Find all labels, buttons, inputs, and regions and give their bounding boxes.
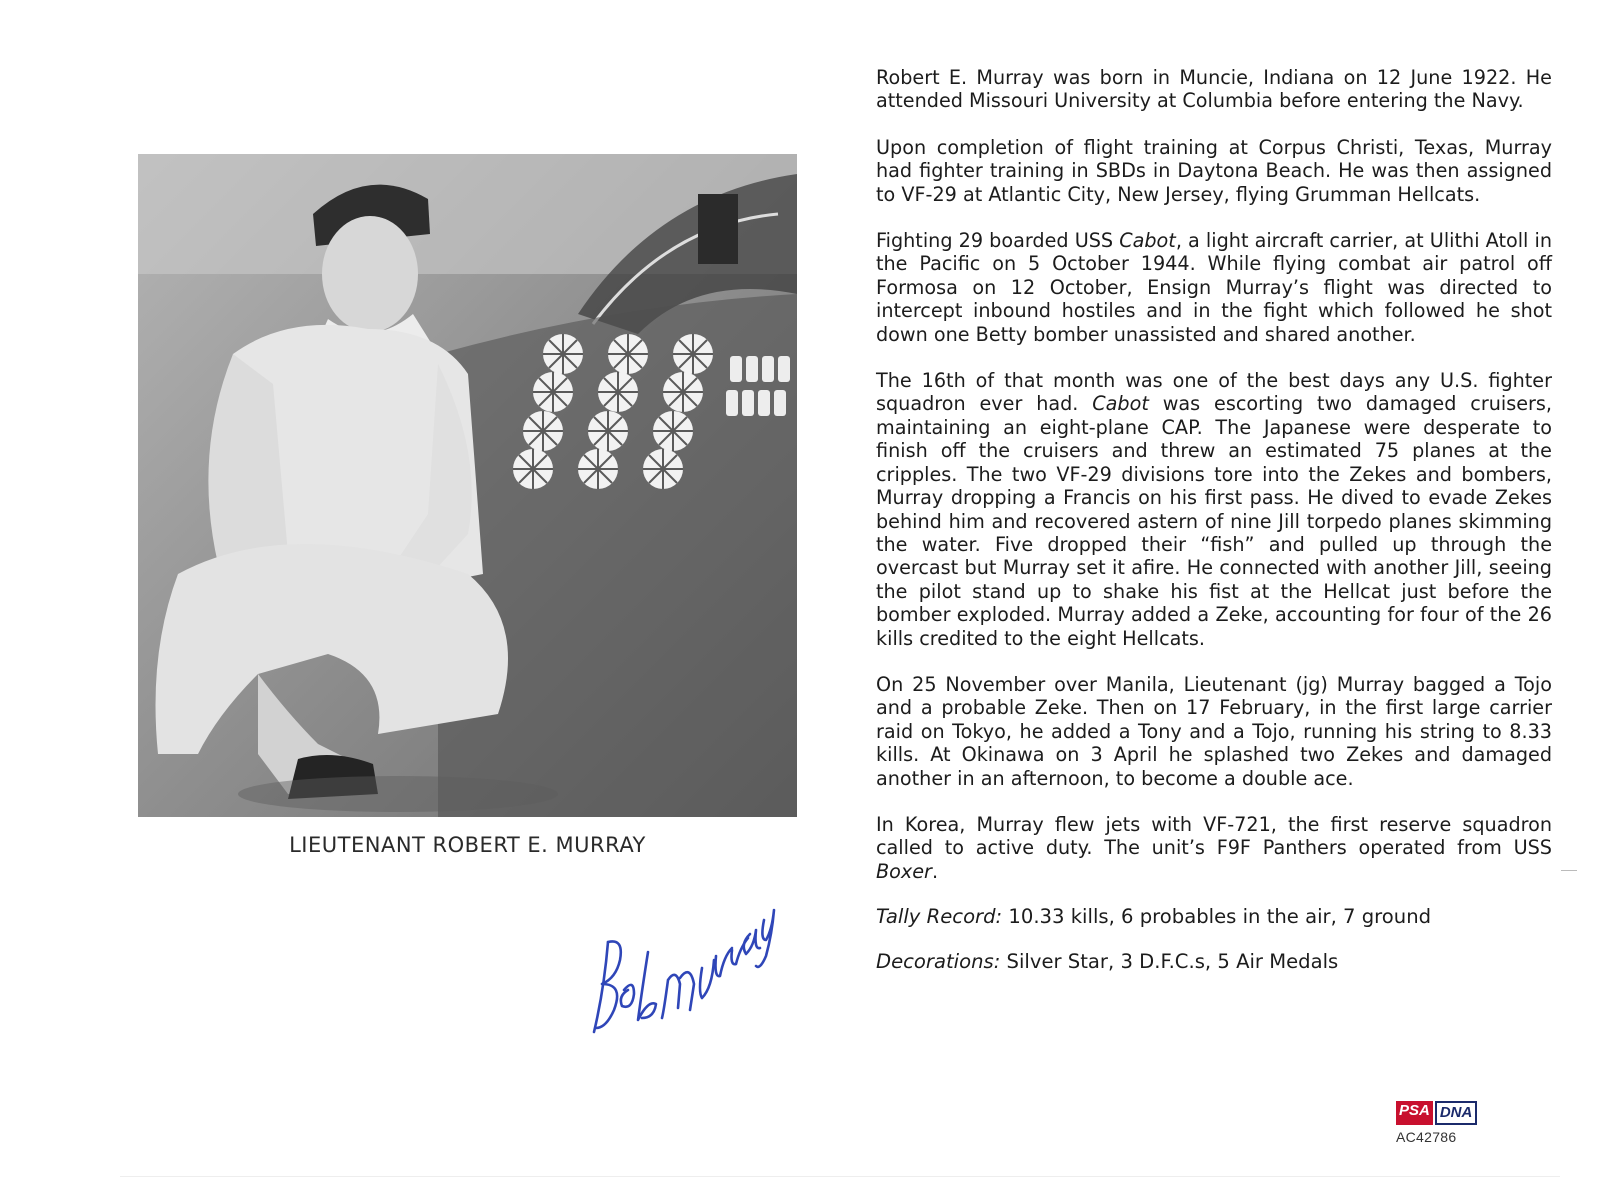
bio-paragraph-5-text: On 25 November over Manila, Lieutenant (jg) Murray bagged a Tojo and a probable Zeke. Then on 17 February, in the first large carrier raid on Tokyo, he added a Tony and a Tojo, running his string to 8.33 kills. At Okinawa on 3 April he splashed two Zekes and damaged another in an afternoon, to become a double ace. xyxy=(876,672,1552,790)
ship-name-cabot: Cabot xyxy=(1119,229,1176,253)
bio-paragraph-4 xyxy=(876,369,1552,650)
bio-paragraph-6-text-a: In Korea, Murray flew jets with VF-721, the first reserve squadron called to active duty. The unit’s F9F Panthers operated from USS xyxy=(876,812,1552,860)
bio-paragraph-3-text-a: Fighting 29 boarded USS xyxy=(876,229,1120,253)
page-edge-line xyxy=(120,1176,1560,1177)
bio-paragraph-1-text: Robert E. Murray was born in Muncie, Indiana on 12 June 1922. He attended Missouri University at Columbia before entering the Navy. xyxy=(876,66,1552,113)
psa-dna-logo xyxy=(1396,1101,1506,1125)
tally-record-value: 10.33 kills, 6 probables in the air, 7 ground xyxy=(1002,905,1432,929)
tally-record-label: Tally Record: xyxy=(876,905,1003,929)
decorations-label: Decorations: xyxy=(876,949,1001,973)
bio-paragraph-1 xyxy=(876,66,1552,113)
dna-logo: DNA xyxy=(1435,1101,1478,1125)
biography-text xyxy=(876,66,1552,994)
bio-paragraph-4-text-b: was escorting two damaged cruisers, maintaining an eight-plane CAP. The Japanese were desperate to finish off the cruisers and threw an estimated 75 planes at the cripples. The two VF-29 divisions tore into the Zekes and bombers, Murray dropping a Francis on his first pass. He dived to evade Zekes behind him and recovered astern of nine Jill torpedo planes skimming the water. Five dropped their “fish” and pulled up through the overcast but Murray set it afire. He connected with another Jill, seeing the pilot stand up to shake his fist at the Hellcat just before the bomber exploded. Murray added a Zeke, accounting for four of the 26 kills credited to the eight Hellcats. xyxy=(876,392,1552,650)
bio-paragraph-6-text-b: . xyxy=(931,859,939,883)
authentication-sticker xyxy=(1396,1101,1506,1161)
ship-name-boxer: Boxer xyxy=(876,859,932,883)
decorations-value: Silver Star, 3 D.F.C.s, 5 Air Medals xyxy=(1000,949,1339,973)
decorations xyxy=(876,950,1552,973)
bio-paragraph-2 xyxy=(876,136,1552,206)
ship-name-cabot: Cabot xyxy=(1092,392,1149,416)
psa-logo: PSA xyxy=(1396,1101,1433,1125)
signature-strokes xyxy=(590,860,790,1060)
photo-illustration xyxy=(138,154,797,817)
bio-paragraph-5 xyxy=(876,673,1552,790)
bio-paragraph-4-text-a: The 16th of that month was one of the best days any U.S. fighter squadron ever had. xyxy=(876,369,1552,416)
photo-caption: LIEUTENANT ROBERT E. MURRAY xyxy=(289,833,646,857)
autograph-signature xyxy=(590,860,790,1060)
bio-paragraph-3-text-b: , a light aircraft carrier, at Ulithi Atoll in the Pacific on 5 October 1944. While flying combat air patrol off Formosa on 12 October, Ensign Murray’s flight was directed to intercept inbound hostiles and in the fight which followed he shot down one Betty bomber unassisted and shared another. xyxy=(876,229,1552,346)
bio-paragraph-3 xyxy=(876,229,1552,346)
pilot-photograph xyxy=(138,154,797,817)
certification-serial: AC42786 xyxy=(1396,1129,1457,1145)
page-mark xyxy=(1561,870,1577,871)
bio-paragraph-2-text: Upon completion of flight training at Corpus Christi, Texas, Murray had fighter training in SBDs in Daytona Beach. He was then assigned to VF-29 at Atlantic City, New Jersey, flying Grumman Hellcats. xyxy=(876,135,1552,206)
tally-record xyxy=(876,905,1552,928)
bio-paragraph-6 xyxy=(876,813,1552,883)
